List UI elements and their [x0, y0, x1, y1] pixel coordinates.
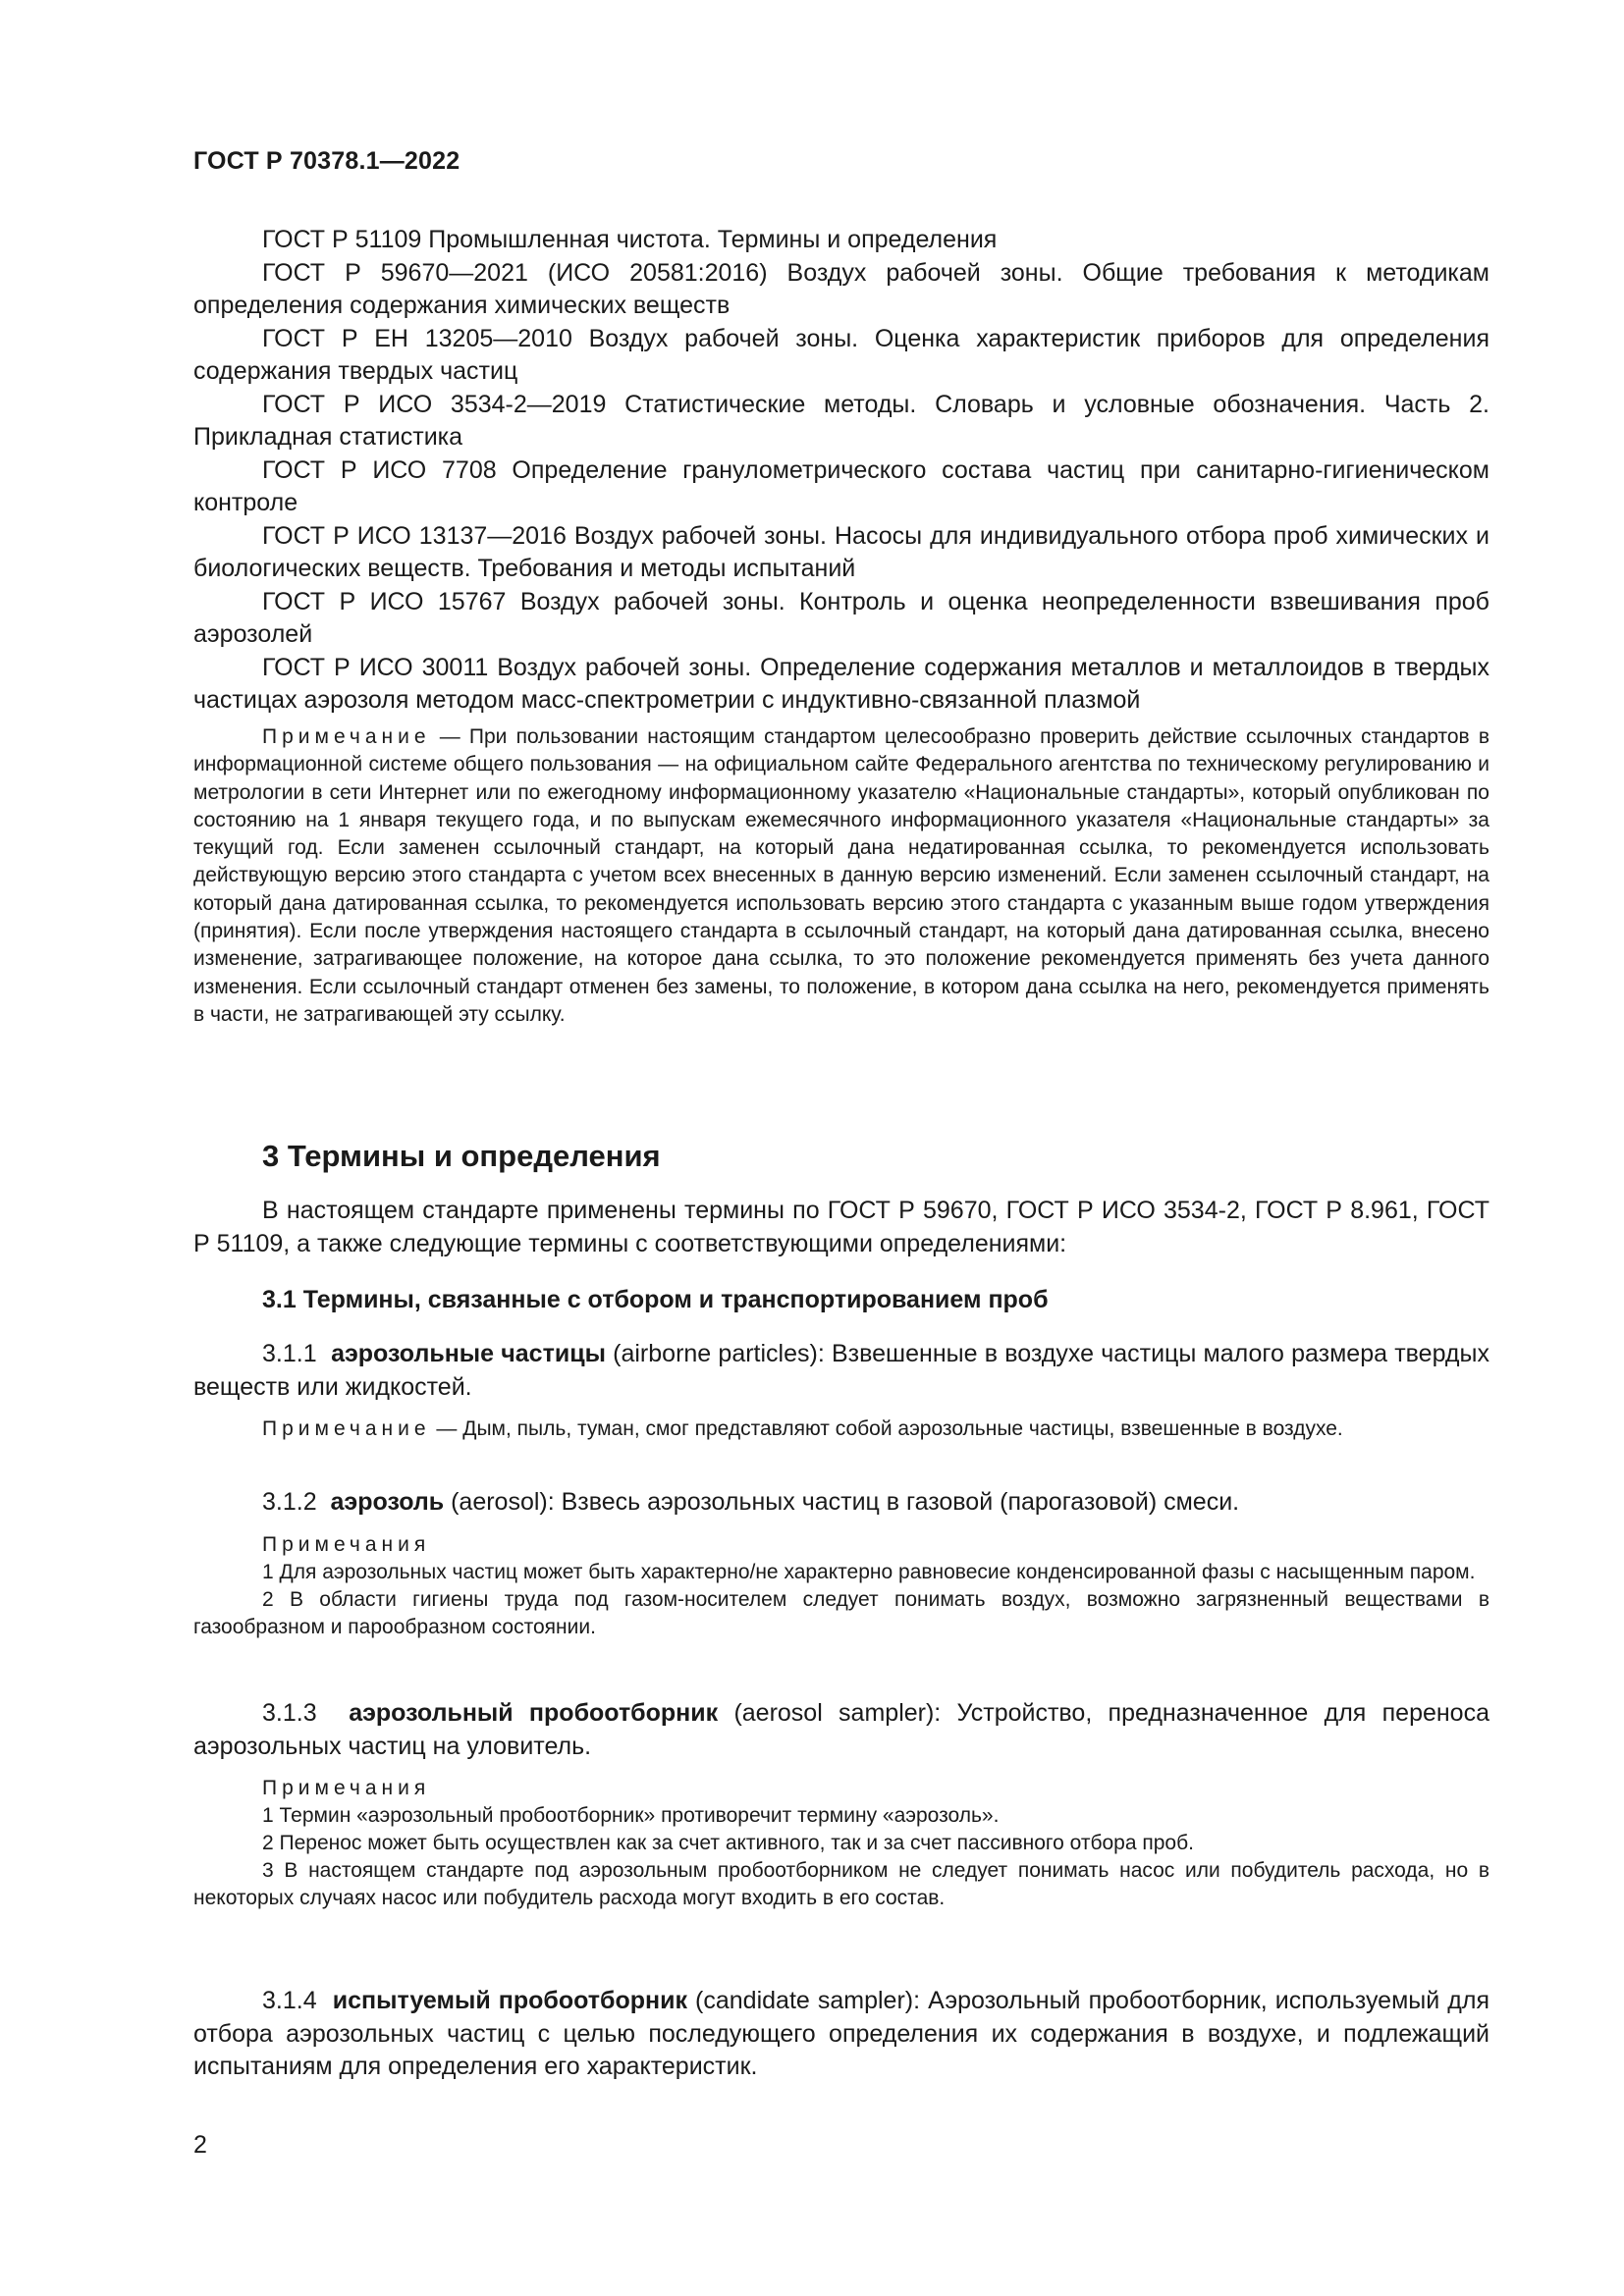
note-label: Примечание: [262, 1417, 431, 1440]
subsection-title: 3.1 Термины, связанные с отбором и транспортированием проб: [262, 1286, 1049, 1313]
notes-label: Примечания: [262, 1777, 431, 1799]
page-number: 2: [193, 2131, 207, 2159]
note-item: 1 Термин «аэрозольный пробоотборник» противоречит термину «аэрозоль».: [262, 1804, 1000, 1827]
note-text: При пользовании настоящим стандартом целесообразно проверить действие ссылочных стандартов в информационной системе общего пользования — на официальном сайте Федерального агентства по техническому регулированию и метрологии в сети Интернет или по ежегодному информационному указателю «Национальные стандарты», который опубликован по состоянию на 1 января текущего года, и по выпускам ежемесячного информационного указателя «Национальные стандарты» за текущий год. Если заменен ссылочный стандарт, на который дана недатированная ссылка, то рекомендуется использовать действующую версию этого стандарта с учетом всех внесенных в данную версию изменений. Если заменен ссылочный стандарт, на который дана датированная ссылка, то рекомендуется использовать версию этого стандарта с указанным выше годом утверждения (принятия). Если после утверждения настоящего стандарта в ссылочный стандарт, на который дана датированная ссылка, внесено изменение, затрагивающее положение, на которое дана ссылка, то это положение рекомендуется применять без учета данного изменения. Если ссылочный стандарт отменен без замены, то положение, в котором дана ссылка на него, рекомендуется применять в части, не затрагивающей эту ссылку.: [193, 725, 1490, 1026]
term-3-1-2: [193, 1486, 1489, 1641]
term-3-1-4: [193, 1985, 1489, 2084]
document-code-header: ГОСТ Р 70378.1—2022: [193, 147, 460, 175]
term-number: 3.1.1: [262, 1340, 317, 1367]
reference-item: ГОСТ Р 59670—2021 (ИСО 20581:2016) Воздух рабочей зоны. Общие требования к методикам определения содержания химических веществ: [193, 258, 1489, 319]
notes-label: Примечания: [262, 1532, 431, 1556]
references-note: [193, 723, 1489, 1029]
term-rest: (candidate sampler): Аэрозольный пробоотборник, используемый для отбора аэрозольных частиц с целью последующего определения их содержания в воздухе, и подлежащий испытаниям для определения его характеристик.: [193, 1987, 1489, 2080]
normative-references-list: [193, 224, 1489, 718]
term-number: 3.1.4: [262, 1987, 317, 2014]
term-3-1-3: [193, 1697, 1489, 1912]
reference-item: ГОСТ Р ИСО 15767 Воздух рабочей зоны. Контроль и оценка неопределенности взвешивания проб аэрозолей: [193, 587, 1489, 648]
term-number: 3.1.3: [262, 1699, 317, 1727]
note-label: Примечание: [262, 725, 431, 748]
note-text: Дым, пыль, туман, смог представляют собой аэрозольные частицы, взвешенные в воздухе.: [462, 1417, 1343, 1440]
note-dash: —: [430, 725, 469, 748]
term-rest: (aerosol sampler): Устройство, предназначенное для переноса аэрозольных частиц на уловитель.: [193, 1699, 1489, 1760]
term-rest: (airborne particles): Взвешенные в воздухе частицы малого размера твердых веществ или жидкостей.: [193, 1340, 1489, 1401]
term-number: 3.1.2: [262, 1488, 317, 1516]
reference-item: ГОСТ Р ИСО 7708 Определение гранулометрического состава частиц при санитарно-гигиеническом контроле: [193, 455, 1489, 516]
section-intro: В настоящем стандарте применены термины по ГОСТ Р 59670, ГОСТ Р ИСО 3534-2, ГОСТ Р 8.961, ГОСТ Р 51109, а также следующие термины с соответствующими определениями:: [193, 1197, 1489, 1257]
section-title: 3 Термины и определения: [262, 1139, 661, 1173]
term-definition: [193, 1486, 1489, 1520]
note-item: 2 Перенос может быть осуществлен как за счет активного, так и за счет пассивного отбора проб.: [262, 1832, 1194, 1854]
reference-item: ГОСТ Р ИСО 3534-2—2019 Статистические методы. Словарь и условные обозначения. Часть 2. Прикладная статистика: [193, 390, 1489, 451]
note-item: 3 В настоящем стандарте под аэрозольным пробоотборником не следует понимать насос или побудитель расхода, но в некоторых случаях насос или побудитель расхода могут входить в его состав.: [193, 1859, 1489, 1909]
reference-item: ГОСТ Р ИСО 30011 Воздух рабочей зоны. Определение содержания металлов и металлоидов в твердых частицах аэрозоля методом масс-спектрометрии с индуктивно-связанной плазмой: [193, 653, 1489, 714]
reference-item: ГОСТ Р ЕН 13205—2010 Воздух рабочей зоны. Оценка характеристик приборов для определения содержания твердых частиц: [193, 324, 1489, 385]
reference-item: ГОСТ Р ИСО 13137—2016 Воздух рабочей зоны. Насосы для индивидуального отбора проб химических и биологических веществ. Требования и методы испытаний: [193, 521, 1489, 582]
reference-item: ГОСТ Р 51109 Промышленная чистота. Термины и определения: [262, 226, 998, 253]
term-name: испытуемый пробоотборник: [332, 1987, 687, 2014]
note-dash: —: [430, 1417, 463, 1440]
note-item: 2 В области гигиены труда под газом-носителем следует понимать воздух, возможно загрязненный веществами в газообразном и парообразном состоянии.: [193, 1587, 1489, 1638]
term-definition: [193, 1985, 1489, 2084]
term-rest: (aerosol): Взвесь аэрозольных частиц в газовой (парогазовой) смеси.: [444, 1488, 1240, 1516]
note-item: 1 Для аэрозольных частиц может быть характерно/не характерно равновесие конденсированной фазы с насыщенным паром.: [262, 1560, 1476, 1583]
term-name: аэрозольный пробоотборник: [349, 1699, 719, 1727]
term-definition: [193, 1338, 1489, 1404]
term-note: [193, 1415, 1489, 1443]
term-name: аэрозоль: [330, 1488, 445, 1516]
term-3-1-1: [193, 1338, 1489, 1443]
term-name: аэрозольные частицы: [331, 1340, 606, 1367]
term-definition: [193, 1697, 1489, 1763]
